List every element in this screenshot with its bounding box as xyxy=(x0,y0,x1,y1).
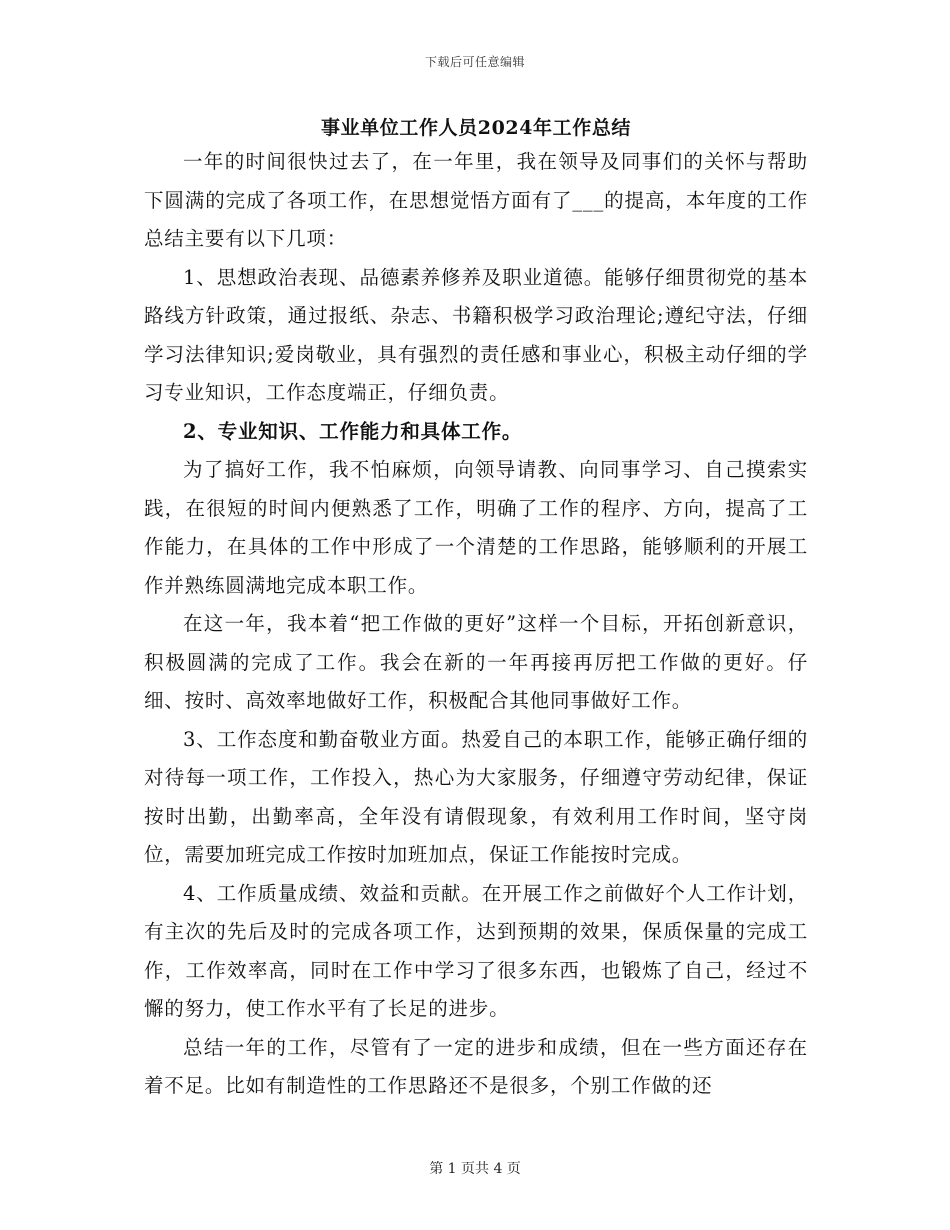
paragraph-section-2-detail: 为了搞好工作，我不怕麻烦，向领导请教、向同事学习、自己摸索实践，在很短的时间内便熟悉了工作，明确了工作的程序、方向，提高了工作能力，在具体的工作中形成了一个清楚的工作思路，能够顺利的开展工作并熟练圆满地完成本职工作。 xyxy=(144,458,808,597)
header-note: 下载后可任意编辑 xyxy=(424,55,525,69)
paragraph-intro: 一年的时间很快过去了，在一年里，我在领导及同事们的关怀与帮助下圆满的完成了各项工作，在思想觉悟方面有了___的提高，本年度的工作总结主要有以下几项： xyxy=(144,150,808,250)
paragraph-section-3: 3、工作态度和勤奋敬业方面。热爱自己的本职工作，能够正确仔细的对待每一项工作，工作投入，热心为大家服务，仔细遵守劳动纪律，保证按时出勤，出勤率高，全年没有请假现象，有效利用工作时间，坚守岗位，需要加班完成工作按时加班加点，保证工作能按时完成。 xyxy=(144,727,808,866)
paragraph-section-1: 1、思想政治表现、品德素养修养及职业道德。能够仔细贯彻党的基本路线方针政策，通过报纸、杂志、书籍积极学习政治理论;遵纪守法，仔细学习法律知识;爱岗敬业，具有强烈的责任感和事业心，积极主动仔细的学习专业知识，工作态度端正，仔细负责。 xyxy=(144,265,808,404)
section-heading-2: 2、专业知识、工作能力和具体工作。 xyxy=(183,419,523,443)
document-title: 事业单位工作人员2024年工作总结 xyxy=(320,117,632,139)
paragraph-summary: 总结一年的工作，尽管有了一定的进步和成绩，但在一些方面还存在着不足。比如有制造性的工作思路还不是很多，个别工作做的还 xyxy=(144,1035,808,1097)
paragraph-section-2-goal: 在这一年，我本着“把工作做的更好”这样一个目标，开拓创新意识，积极圆满的完成了工作。我会在新的一年再接再厉把工作做的更好。仔细、按时、高效率地做好工作，积极配合其他同事做好工作。 xyxy=(144,612,808,712)
page-number: 第 1 页共 4 页 xyxy=(429,1161,521,1177)
paragraph-section-4: 4、工作质量成绩、效益和贡献。在开展工作之前做好个人工作计划，有主次的先后及时的完成各项工作，达到预期的效果，保质保量的完成工作，工作效率高，同时在工作中学习了很多东西，也锻炼了自己，经过不懈的努力，使工作水平有了长足的进步。 xyxy=(144,881,808,1020)
document-body xyxy=(144,113,808,1106)
